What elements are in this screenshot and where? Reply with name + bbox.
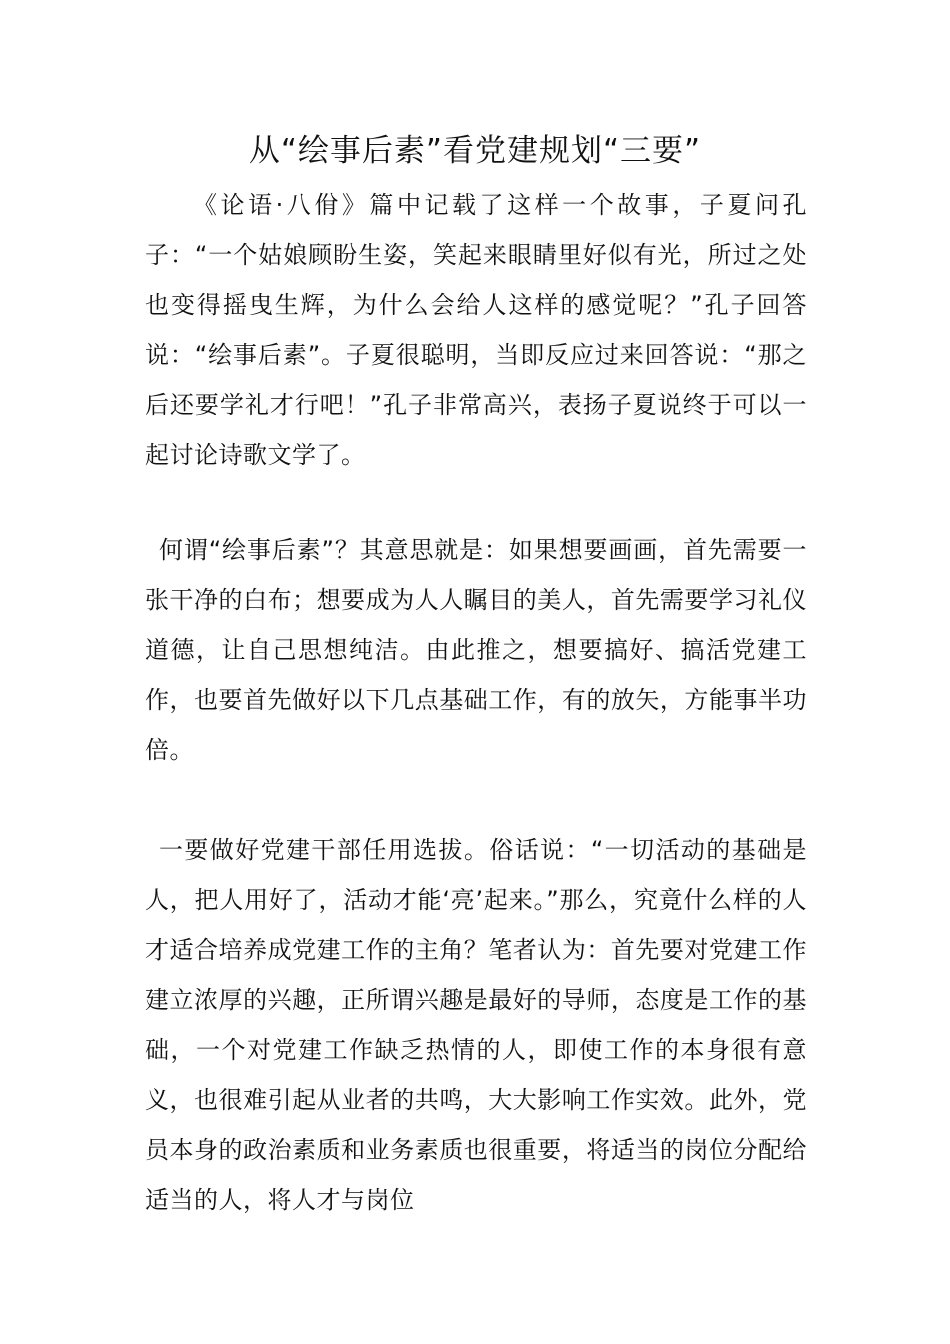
paragraph-story: 《论语·八佾》篇中记载了这样一个故事，子夏问孔子：“一个姑娘顾盼生姿，笑起来眼睛里好似有光，所过之处也变得摇曳生辉，为什么会给人这样的感觉呢？”孔子回答说：“绘事后素”。子夏很聪明，当即反应过来回答说：“那之后还要学礼才行吧！”孔子非常高兴，表扬子夏说终于可以一起讨论诗歌文学了。 — [145, 191, 807, 469]
document-title: 从“绘事后素”看党建规划“三要” — [248, 133, 702, 169]
paragraph-meaning: 何谓“绘事后素”？其意思就是：如果想要画画，首先需要一张干净的白布；想要成为人人瞩目的美人，首先需要学习礼仪道德，让自己思想纯洁。由此推之，想要搞好、搞活党建工作，也要首先做好以下几点基础工作，有的放矢，方能事半功倍。 — [145, 536, 807, 764]
paragraph-cadre-selection: 一要做好党建干部任用选拔。俗话说：“一切活动的基础是人，把人用好了，活动才能‘亮’起来。”那么，究竟什么样的人才适合培养成党建工作的主角？笔者认为：首先要对党建工作建立浓厚的兴趣，正所谓兴趣是最好的导师，态度是工作的基础，一个对党建工作缺乏热情的人，即使工作的本身很有意义，也很难引起从业者的共鸣，大大影响工作实效。此外，党员本身的政治素质和业务素质也很重要，将适当的岗位分配给适当的人，将人才与岗位 — [145, 836, 807, 1214]
